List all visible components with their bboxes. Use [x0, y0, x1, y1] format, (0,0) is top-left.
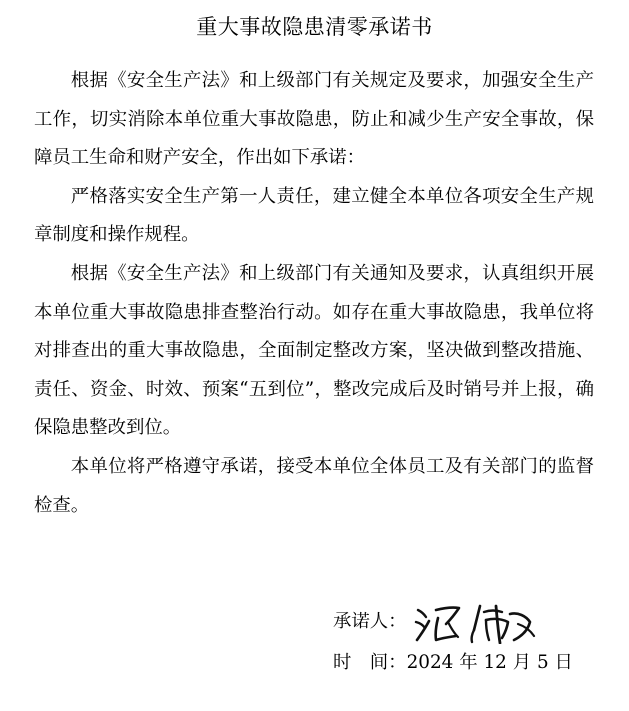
paragraph-supervision: 本单位将严格遵守承诺，接受本单位全体员工及有关部门的监督检查。 [34, 455, 594, 516]
signer-row [333, 600, 544, 644]
paragraph-responsibility: 严格落实安全生产第一人责任，建立健全本单位各项安全生产规章制度和操作规程。 [34, 185, 594, 246]
document-title: 重大事故隐患清零承诺书 [196, 15, 433, 39]
date-label: 时 间： [333, 652, 407, 673]
paragraph-intro: 根据《安全生产法》和上级部门有关规定及要求，加强安全生产工作，切实消除本单位重大事故隐患，防止和减少生产安全事故，保障员工生命和财产安全，作出如下承诺： [34, 70, 594, 169]
date-value: 2024 年 12 月 5 日 [406, 652, 573, 673]
signer-label: 承诺人： [333, 611, 407, 632]
paragraph-rectification: 根据《安全生产法》和上级部门有关通知及要求，认真组织开展本单位重大事故隐患排查整治行动。如存在重大事故隐患，我单位将对排查出的重大事故隐患，全面制定整改方案，坚决做到整改措施、责任、资金、时效、预案“五到位”，整改完成后及时销号并上报，确保隐患整改到位。 [34, 262, 594, 439]
date-row [333, 648, 573, 678]
handwritten-signature-icon [414, 600, 544, 644]
document-body [34, 62, 594, 525]
